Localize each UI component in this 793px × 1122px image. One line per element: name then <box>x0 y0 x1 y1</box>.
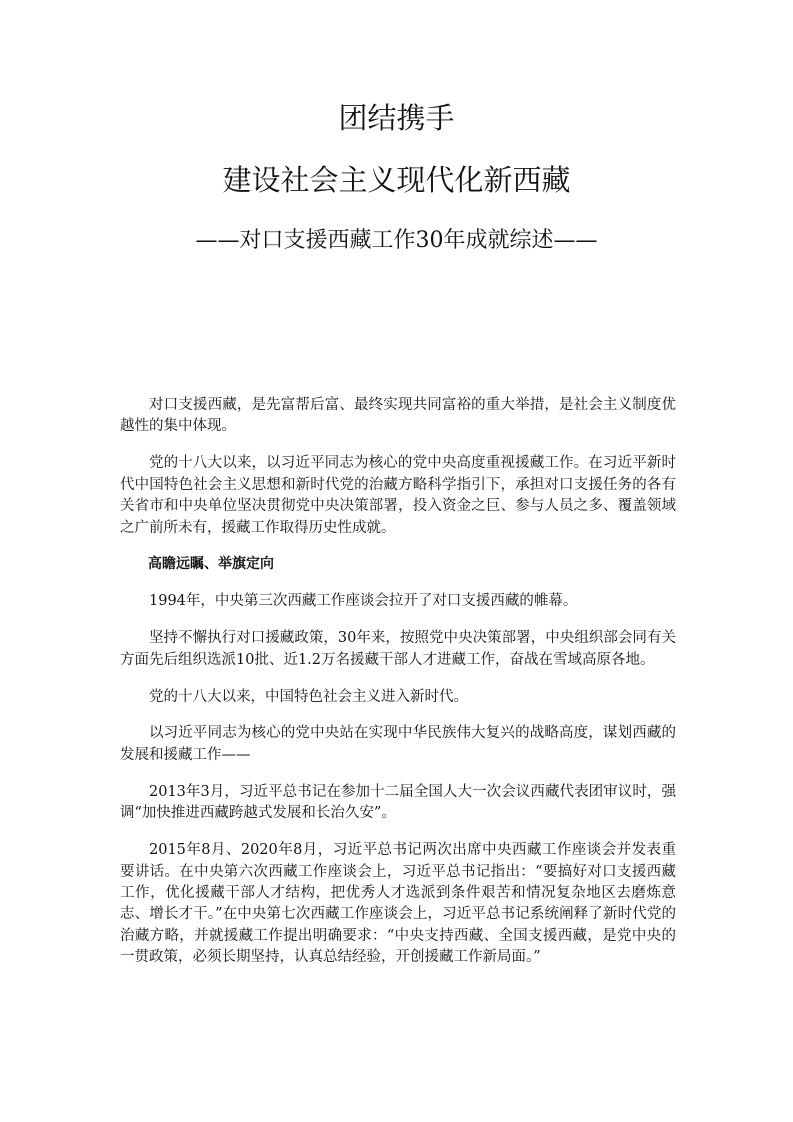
article-body <box>120 395 676 984</box>
paragraph-6: 以习近平同志为核心的党中央站在实现中华民族伟大复兴的战略高度，谋划西藏的发展和援藏工作—— <box>120 725 676 763</box>
document-title: 团结携手 <box>338 101 455 135</box>
document-subtitle: ——对口支援西藏工作30年成就综述—— <box>195 228 598 253</box>
paragraph-5: 党的十八大以来，中国特色社会主义进入新时代。 <box>149 688 468 705</box>
paragraph-4: 坚持不懈执行对口援藏政策，30年来，按照党中央决策部署，中央组织部会同有关方面先后组织选派10批、近1.2万名援藏干部人才进藏工作，奋战在雪域高原各地。 <box>120 630 676 668</box>
document-title-line-2: 建设社会主义现代化新西藏 <box>222 163 571 197</box>
paragraph-1: 对口支援西藏，是先富帮后富、最终实现共同富裕的重大举措，是社会主义制度优越性的集中体现。 <box>120 397 676 435</box>
paragraph-8: 2015年8月、2020年8月，习近平总书记两次出席中央西藏工作座谈会并发表重要讲话。在中央第六次西藏工作座谈会上，习近平总书记指出：“要搞好对口支援西藏工作，优化援藏干部人才结构，把优秀人才选派到条件艰苦和情况复杂地区去磨炼意志、增长才干。”在中央第七次西藏工作座谈会上，习近平总书记系统阐释了新时代党的治藏方略，并就援藏工作提出明确要求：“中央支持西藏、全国支援西藏，是党中央的一贯政策，必须长期坚持，认真总结经验，开创援藏工作新局面。” <box>120 842 676 966</box>
paragraph-7: 2013年3月，习近平总书记在参加十二届全国人大一次会议西藏代表团审议时，强调“加快推进西藏跨越式发展和长治久安”。 <box>120 783 676 822</box>
paragraph-2: 党的十八大以来，以习近平同志为核心的党中央高度重视援藏工作。在习近平新时代中国特色社会主义思想和新时代党的治藏方略科学指引下，承担对口支援任务的各有关省市和中央单位坚决贯彻党中央决策部署，投入资金之巨、参与人员之多、覆盖领域之广前所未有，援藏工作取得历史性成就。 <box>120 455 676 536</box>
section-heading: 高瞻远瞩、举旗定向 <box>148 556 274 573</box>
paragraph-3: 1994年，中央第三次西藏工作座谈会拉开了对口支援西藏的帷幕。 <box>149 593 578 610</box>
